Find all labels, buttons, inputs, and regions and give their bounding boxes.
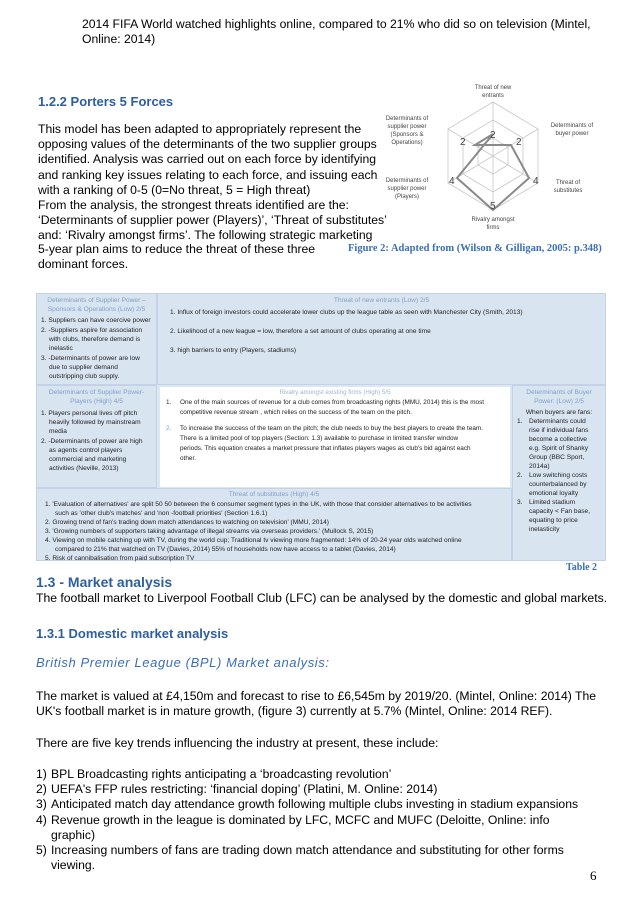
substitutes-item-line: 1. 'Evaluation of alternatives' are split 50 50 between the 6 consumer segment types in the UK, with those that consider alternatives to be activities xyxy=(45,500,472,508)
rivalry-item-line: To increase the success of the team on the pitch; the club needs to buy the best players to create the team. xyxy=(180,425,484,432)
buyer-item-line: Group (BBC Sport, xyxy=(529,454,585,461)
buyer-item-line: inelasticity xyxy=(529,526,560,533)
radar-axis-left-bottom: Determinants of xyxy=(385,178,429,184)
buyer-item-line: counterbalanced by xyxy=(529,481,587,488)
buyer-item xyxy=(517,498,601,534)
substitutes-item-line: 2. Growing trend of fan's trading down match attendances to watching on television' (MMU, 2014) xyxy=(45,518,330,526)
radar-point-label-left-top: 2 xyxy=(460,137,466,148)
trend-text: Increasing numbers of fans are trading down match attendance and substituting for other forms xyxy=(51,843,564,858)
radar-point-label-left-bottom: 4 xyxy=(449,176,455,187)
trend-num: 2) xyxy=(36,782,47,797)
buyer-title xyxy=(517,389,601,406)
rivalry-item xyxy=(166,398,504,418)
market-value-line: UK's football market is in mature growth, (figure 3) currently at 5.7% (Mintel, Online: 2014 REF). xyxy=(36,704,553,719)
rivalry-title: Rivalry amongst existing firms (High) 5/5 xyxy=(279,389,391,396)
trend-text: viewing. xyxy=(51,858,96,873)
trend-num: 5) xyxy=(36,843,47,858)
rivalry-item-num: 1. xyxy=(166,399,172,406)
rivalry-item-line: other. xyxy=(180,455,196,462)
porter-heading: 1.2.2 Porters 5 Forces xyxy=(38,94,174,109)
trends-list xyxy=(36,767,596,873)
radar-axis-right-bottom: Threat of xyxy=(555,180,581,186)
rivalry-item-num: 2. xyxy=(166,425,172,432)
sponsors-item-line: with clubs, therefore demand is xyxy=(49,336,141,343)
buyer-item-num: 3. xyxy=(517,499,523,506)
players-title-line: Determinants of Supplier Power- xyxy=(48,389,145,396)
radar-axis-right-top: buyer power xyxy=(555,131,589,137)
substitutes-item-line: 5. Risk of cannibalisation from paid subscription TV xyxy=(45,554,195,562)
trend-num: 4) xyxy=(36,812,47,827)
substitutes-item xyxy=(45,527,503,536)
players-item-line: 2. -Determinants of power are high xyxy=(41,438,143,445)
substitutes-box xyxy=(36,488,512,561)
players-item-line: 1. Players personal lives off pitch xyxy=(41,410,138,417)
substitutes-item xyxy=(45,536,503,554)
players-item-line: activities (Neville, 2013) xyxy=(49,465,119,472)
buyer-title-line: Power: (Low) 2/5 xyxy=(534,397,584,405)
radar-axis-left-bottom: supplier power xyxy=(387,186,427,192)
porter-line: This model has been adapted to appropriately represent the xyxy=(38,122,362,136)
buyer-intro: When buyers are fans: xyxy=(525,409,593,416)
radar-axis-bottom: Rivalry amongst xyxy=(471,217,515,223)
new-entrants-box xyxy=(157,293,606,385)
trend-num: 3) xyxy=(36,797,47,812)
substitutes-item xyxy=(45,500,503,518)
players-item-line: commercial and marketing xyxy=(49,456,127,463)
trend-text: UEFA's FFP rules restricting: ‘financial doping’ (Platini, M. Online: 2014) xyxy=(51,782,438,797)
buyer-item-line: capacity < Fan base, xyxy=(529,508,591,515)
intro-line: Online: 2014) xyxy=(82,32,156,47)
trends-intro: There are five key trends influencing the industry at present, these include: xyxy=(36,736,439,750)
radar-point-label-right-bottom: 4 xyxy=(533,176,539,187)
buyer-item-line: become a collective xyxy=(529,436,587,443)
porter-paragraph xyxy=(38,122,388,244)
radar-grid xyxy=(448,102,538,210)
rivalry-item-line: There is a limited pool of top players (Section: 1.3) available to purchase in limited transfer window xyxy=(180,435,459,442)
substitutes-item xyxy=(45,518,503,527)
buyer-item-num: 2. xyxy=(517,472,523,479)
trend-item xyxy=(36,782,596,797)
buyer-title-line: Determinants of Buyer xyxy=(526,389,592,396)
trend-text: BPL Broadcasting rights anticipating a ‘broadcasting revolution’ xyxy=(51,767,392,781)
sponsors-item xyxy=(41,354,152,381)
trend-item xyxy=(36,767,596,782)
porter-line: dominant forces. xyxy=(38,257,129,272)
buyer-item-line: e.g. Spirit of Shanky xyxy=(529,445,589,452)
porter-line: ‘Determinants of supplier power (Players)’, ‘Threat of substitutes’ xyxy=(38,213,387,228)
market-text: The football market to Liverpool Football Club (LFC) can be analysed by the domestic and global markets. xyxy=(36,591,608,605)
porter-line: opposing values of the determinants of the two supplier groups xyxy=(38,137,377,152)
players-item-line: heavily followed by mainstream xyxy=(49,419,141,426)
sponsors-title-line: Sponsors & Operations (Low) 2/5 xyxy=(47,305,146,313)
sponsors-item xyxy=(41,316,152,325)
sponsors-item-line: inelastic xyxy=(49,345,73,352)
players-title xyxy=(41,389,152,406)
porter-line: and: ‘Rivalry amongst firms’. The following strategic marketing xyxy=(38,228,373,243)
radar-axis-right-bottom: substitutes xyxy=(553,188,583,194)
new-entrants-title: Threat of new entrants (Low) 2/5 xyxy=(333,297,430,304)
players-item xyxy=(41,409,152,436)
rivalry-box xyxy=(160,387,510,487)
trend-text: Anticipated match day attendance growth following multiple clubs investing in stadium expansions xyxy=(51,797,579,812)
sponsors-item-line: 3. -Determinants of power are low xyxy=(41,355,140,362)
substitutes-item-line: such as 'other club's matches' and 'non -football priorities' (Section 1.6.1) xyxy=(55,509,268,517)
substitutes-item xyxy=(45,554,503,563)
market-value-line: The market is valued at £4,150m and forecast to rise to £6,545m by 2019/20. (Mintel, Online: 2014) The xyxy=(36,689,597,703)
bpl-subheading: British Premier League (BPL) Market analysis: xyxy=(36,655,330,670)
trend-text: Revenue growth in the league is dominated by LFC, MCFC and MUFC (Deloitte, Online: info graphic) xyxy=(51,812,550,842)
porter-line: with a ranking of 0-5 (0=No threat, 5 = High threat) xyxy=(38,182,311,197)
sponsors-box xyxy=(36,293,157,385)
radar-axis-left-top: (Sponsors & xyxy=(390,132,424,138)
buyer-item-line: Low switching costs xyxy=(529,472,588,479)
porter-line: 5-year plan aims to reduce the threat of these three xyxy=(38,242,316,256)
sponsors-item-line: outstripping club supply. xyxy=(49,373,120,380)
buyer-item xyxy=(517,417,601,471)
sponsors-item-line: 2. -Suppliers aspire for association xyxy=(41,327,143,334)
buyer-item xyxy=(517,471,601,498)
sponsors-title xyxy=(41,297,152,314)
trend-item xyxy=(36,797,596,812)
buyer-item-line: 2014a) xyxy=(529,463,550,470)
figure-caption: Figure 2: Adapted from (Wilson & Gilligan, 2005: p.348) xyxy=(348,243,602,254)
radar-axis-right-top: Determinants of xyxy=(550,123,594,129)
players-item xyxy=(41,437,152,473)
buyer-box xyxy=(512,385,606,561)
radar-axis-bottom: firms xyxy=(486,225,500,231)
radar-point-label-top: 2 xyxy=(490,130,496,141)
rivalry-item-line: competitive revenue stream , which relies on the success of the team on the pitch. xyxy=(180,409,412,416)
radar-axis-top: Threat of new xyxy=(474,85,512,91)
radar-point-label-right-top: 2 xyxy=(516,137,522,148)
porter-line: From the analysis, the strongest threats identified are the: xyxy=(38,198,349,213)
porter-line: and ranking key issues relating to each force, and issuing each xyxy=(38,167,378,182)
trend-item xyxy=(36,813,596,843)
substitutes-item-line: 4. Viewing on mobile catching up with TV, during the world cup; Traditional tv viewing more fragmented: 14% of 20-24 year olds watched online xyxy=(45,536,462,544)
domestic-heading: 1.3.1 Domestic market analysis xyxy=(36,626,229,641)
new-entrants-item: 1. Influx of foreign investors could accelerate lower clubs up the league table as seen with Manchester City (Smith, 2013) xyxy=(170,308,523,316)
players-item-line: media xyxy=(49,428,67,435)
sponsors-title-line: Determinants of Supplier Power – xyxy=(47,297,146,304)
buyer-item-line: emotional loyalty xyxy=(529,490,579,497)
new-entrants-item: 3. high barriers to entry (Players, stadiums) xyxy=(170,346,297,354)
porter-radar-figure xyxy=(360,80,610,240)
substitutes-item-line: compared to 21% that watched on TV (Davies, 2014) 55% of households now have access to a tablet (Davies, 2014) xyxy=(55,545,396,553)
rivalry-item xyxy=(166,424,504,464)
intro-text xyxy=(82,17,602,47)
table-label: Table 2 xyxy=(566,562,598,573)
radar-axis-left-top: supplier power xyxy=(387,124,427,130)
substitutes-item-line: 3. 'Growing numbers of supporters taking advantage of illegal streams via overseas providers.' (Mullock S, 2015) xyxy=(45,527,374,535)
players-item-line: as agents control players xyxy=(49,447,123,454)
trend-num: 1) xyxy=(36,767,47,781)
porter-paragraph-2 xyxy=(38,242,338,272)
sponsors-item-line: due to supplier demand xyxy=(49,364,118,371)
buyer-item-line: rise if individual fans xyxy=(529,427,589,434)
sponsors-item xyxy=(41,326,152,353)
radar-axis-left-top: Operations) xyxy=(391,140,423,146)
radar-axis-left-bottom: (Players) xyxy=(394,194,420,200)
rivalry-item-line: periods. This equation creates a market pressure that inflates players wages as club's bid against each xyxy=(180,445,471,452)
intro-line: 2014 FIFA World watched highlights online, compared to 21% who did so on television (Mintel, xyxy=(82,17,591,31)
radar-axis-left-top: Determinants of xyxy=(385,116,429,122)
substitutes-title: Threat of substitutes (High) 4/5 xyxy=(228,491,320,498)
new-entrants-item: 2. Likelihood of a new league = low, therefore a set amount of clubs operating at one time xyxy=(170,327,431,335)
buyer-item-line: Determinants could xyxy=(529,418,586,425)
players-box xyxy=(36,385,157,488)
rivalry-item-line: One of the main sources of revenue for a club comes from broadcasting rights (MMU, 2014) this is the most xyxy=(180,399,485,406)
sponsors-item-line: 1. Suppliers can have coercive power xyxy=(41,317,151,324)
players-title-line: Players (High) 4/5 xyxy=(70,397,123,405)
porter-line: identified. Analysis was carried out on each force by identifying xyxy=(38,152,377,167)
page-number: 6 xyxy=(590,868,597,883)
buyer-item-line: equating to price xyxy=(529,517,578,524)
market-value-paragraph xyxy=(36,689,596,719)
market-heading: 1.3 - Market analysis xyxy=(36,574,173,590)
buyer-item-line: Limited stadium xyxy=(529,499,576,506)
buyer-item-num: 1. xyxy=(517,418,523,425)
radar-point-label-bottom: 5 xyxy=(490,201,496,212)
radar-axis-top: entrants xyxy=(482,93,504,99)
trend-item xyxy=(36,843,596,873)
